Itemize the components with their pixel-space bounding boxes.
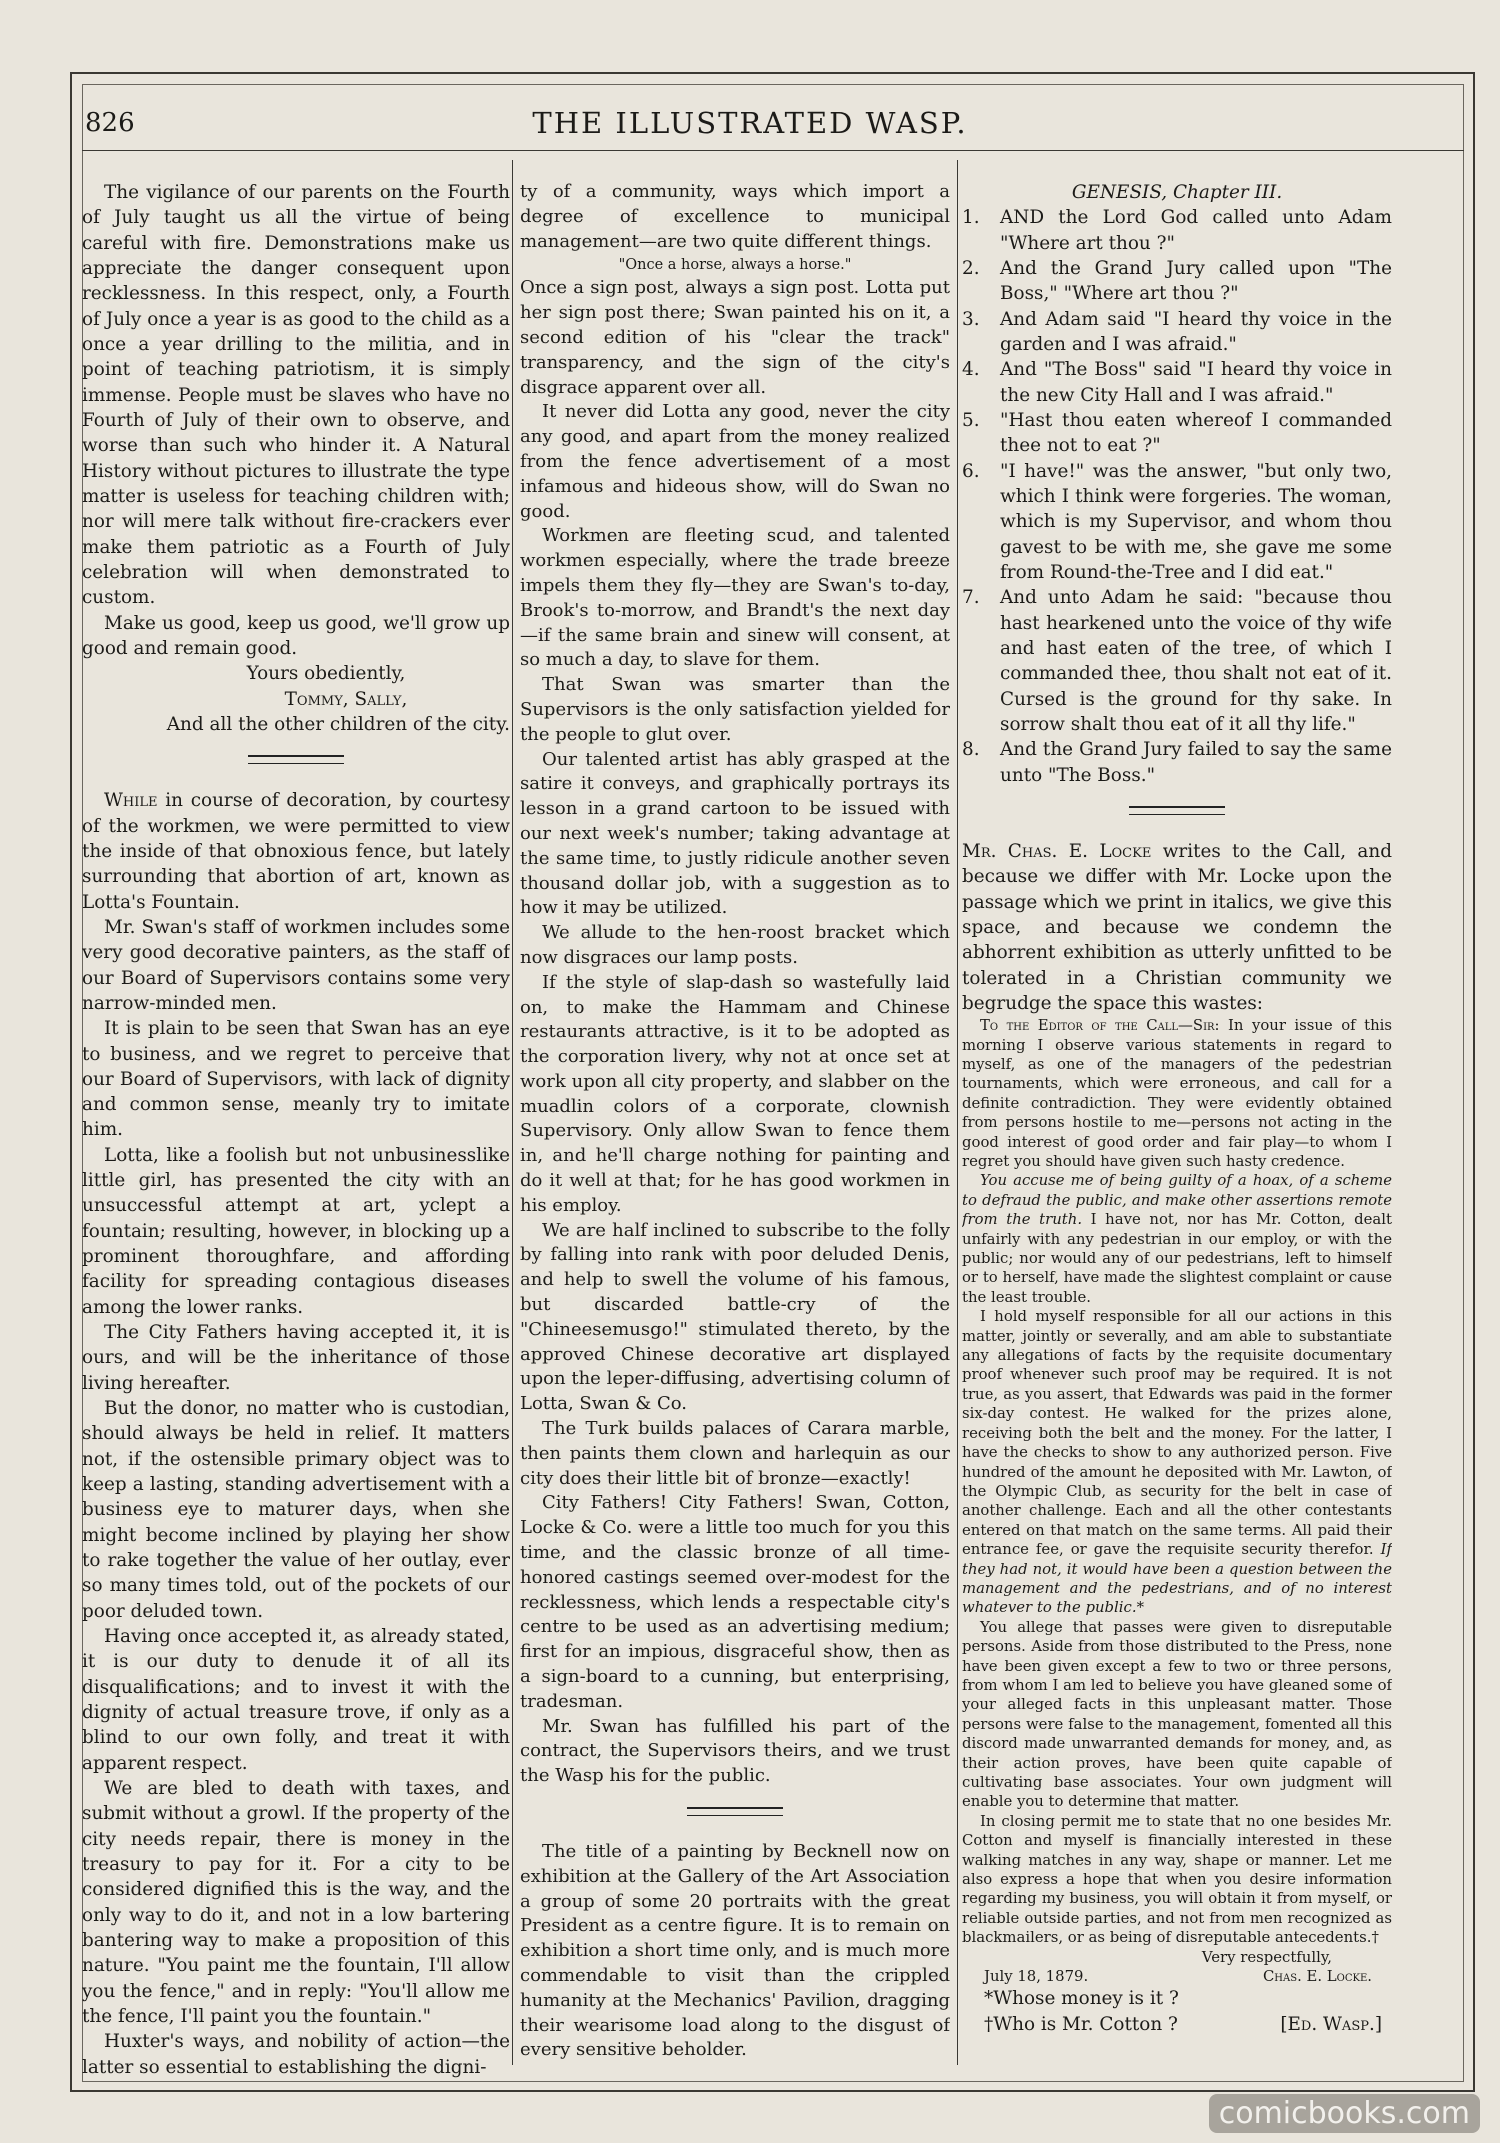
letter-paragraph: Make us good, keep us good, we'll grow up good and remain good. [82, 612, 510, 659]
verse: 1. AND the Lord God called unto Adam "Where art thou ?" [962, 207, 1392, 254]
italic-passage: If they had not, it would have been a question between the management and the pedestrians, and of no interest whatever to the public.* [962, 1540, 1392, 1617]
verse: 8. And the Grand Jury failed to say the same unto "The Boss." [962, 739, 1392, 786]
article-paragraph: Mr. Swan has fulfilled his part of the contract, the Supervisors theirs, and we trust the Wasp his for the public. [520, 1715, 950, 1787]
article-paragraph: It is plain to be seen that Swan has an eye to business, and we regret to perceive that our Board of Supervisors, with lack of dignity and common sense, meanly try to imitate him. [82, 1018, 510, 1141]
drop-word: While [104, 790, 158, 812]
letter-dateline [962, 1967, 1392, 1986]
article-paragraph: Mr. Swan's staff of workmen includes some very good decorative painters, as the staff of our Board of Supervisors contains some very narrow-minded men. [82, 916, 510, 1014]
letter-salutation: To the Editor of the Call—Sir: [980, 1016, 1220, 1035]
header-rule [82, 150, 1464, 151]
verse: 7. And unto Adam he said: "because thou hast hearkened unto the voice of thy wife and hast eaten of the tree, of which I commanded thee, thou shalt not eat of it. Cursed is the ground for thy sake. In sorrow shalt thou eat of it all thy life." [962, 587, 1392, 735]
letter-paragraph: I hold myself responsible for all our actions in this matter, jointly or severally, and am able to substantiate any allegations of facts by the requisite documentary proof whenever such proof may be required. It is not true, as you assert, that Edwards was paid in the former six-day contest. He walked for the prizes alone, receiving both the belt and the money. For the latter, I have the checks to show to any authorized person. Five hundred of the amount he deposited with Mr. Lawton, of the Olympic Club, as security for the belt in case of another challenge. Each and all the other contestants entered on that match on the same terms. All paid their entrance fee, or gave the requisite security therefor. If they had not, it would have been a question between the management and the pedestrians, and of no interest whatever to the public.* [962, 1307, 1392, 1617]
letter-paragraph: In closing permit me to state that no one besides Mr. Cotton and myself is financially interested in these walking matches in any way, shape or manner. Let me also express a hope that when you desire information regarding my business, you will obtain it from myself, or reliable outside parties, and not from men recognized as blackmailers, or as being of disreputable antecedents.† [962, 1811, 1392, 1947]
column-rule-1 [512, 160, 513, 2065]
letter-valediction: Very respectfully, [1201, 1947, 1332, 1966]
article-paragraph: City Fathers! City Fathers! Swan, Cotton, Locke & Co. were a little too much for you this time, and the classic bronze of all time-honored castings seemed over-modest for the recklessness, which lends a respectable city's centre to be used as an advertising medium; first for an impious, disgraceful show, then as a sign-board to a cunning, but enterprising, tradesman. [520, 1492, 950, 1712]
article-paragraph: Workmen are fleeting scud, and talented workmen especially, where the trade breeze impels them they fly—they are Swan's to-day, Brook's to-morrow, and Brandt's the next day—if the same brain and sinew will consent, at so much a day, to slave for them. [520, 525, 950, 671]
article-paragraph: The City Fathers having accepted it, it is ours, and will be the inheritance of those living hereafter. [82, 1322, 510, 1394]
letter-signature: Chas. E. Locke. [1262, 1967, 1372, 1986]
letter-signature: Tommy, Sally, [284, 688, 408, 710]
column-3 [962, 180, 1392, 2080]
verse: 5. "Hast thou eaten whereof I commanded thee not to eat ?" [962, 409, 1392, 457]
children-letter [82, 180, 510, 737]
article-paragraph: If the style of slap-dash so wastefully laid on, to make the Hammam and Chinese restaurants attractive, is it to be adopted as the corporation livery, why not at once set at work upon all city property, and slabber on the muadlin colors of a corporate, clownish Supervisory. Only allow Swan to fence them in, and he'll charge nothing for painting and do it well at that; for he has good workmen in his employ. [520, 971, 950, 1216]
editor-credit: [Ed. Wasp.] [1280, 2013, 1382, 2035]
letter-date: July 18, 1879. [984, 1967, 1089, 1986]
article-paragraph: It never did Lotta any good, never the city any good, and apart from the money realized from the fence advertisement of a most infamous and hideous show, will do Swan no good. [520, 401, 950, 522]
article-paragraph: Having once accepted it, as already stated, it is our duty to denude it of all its disqualifications; and to invest it with the dignity of actual treasure trove, if only as a blind to our own folly, and treat it with apparent respect. [82, 1626, 510, 1774]
letter-paragraph: The vigilance of our parents on the Fourth of July taught us all the virtue of being careful with fire. Demonstrations make us appreciate the danger consequent upon recklessness. In this respect, only, a Fourth of July once a year is as good to the child as a once a year drilling to the militia, and in point of teaching patriotism, it is simply immense. People must be slaves who have no Fourth of July of their own to observe, and worse than such who hinder it. A Natural History without pictures to illustrate the type matter is useless for teaching children with; nor will mere talk without fire-crackers ever make them patriotic as a Fourth of July celebration will when demonstrated to custom. [82, 182, 510, 609]
article-paragraph: Our talented artist has ably grasped at the satire it conveys, and graphically portrays its lesson in a grand cartoon to be issued with our next week's number; taking advantage at the same time, to justly ridicule another seven thousand dollar job, with a suggestion as to how it may be utilized. [520, 748, 950, 919]
section-ornament [248, 755, 344, 764]
genesis-verses [962, 205, 1392, 788]
article-paragraph: The Turk builds palaces of Carara marble, then paints them clown and harlequin as our city does their little bit of bronze—exactly! [520, 1418, 950, 1489]
letter-paragraph: You allege that passes were given to disreputable persons. Aside from those distributed to the Press, none have been given except a few to two or three persons, from whom I am led to believe you have gleaned some of your alleged facts in this unpleasant matter. Those persons were false to the management, fomented all this discord made unwarranted demands for money, and, as their action proves, have been quite capable of cultivating base associates. Your own judgment will enable you to determine that matter. [962, 1617, 1392, 1811]
genesis-title: GENESIS, Chapter III. [1071, 182, 1283, 203]
footnote-2: †Who is Mr. Cotton ? [984, 2013, 1178, 2035]
article-paragraph: Huxter's ways, and nobility of action—the latter so essential to establishing the digni- [82, 2031, 510, 2078]
column-1 [82, 180, 510, 2080]
section-ornament [687, 1807, 783, 1816]
footnote-2-row [962, 2012, 1392, 2037]
article-paragraph: While in course of decoration, by courtesy of the workmen, we were permitted to view the inside of that obnoxious fence, but lately surrounding that abortion of art, known as Lotta's Fountain. [82, 790, 510, 913]
letter-paragraph: To the Editor of the Call—Sir: In your issue of this morning I observe various statements in regard to myself, as one of the managers of the pedestrian tournaments, which were erroneous, and call for a definite contradiction. They were evidently obtained from persons hostile to me—persons not acting in the good interest of good order and fair play—to whom I regret you should have given such hasty credence. [962, 1016, 1392, 1171]
verse: 6. "I have!" was the answer, "but only two, which I think were forgeries. The woman, which is my Supervisor, and whom thou gavest to be with me, she gave me some from Round-the-Tree and I did eat." [962, 460, 1392, 583]
article-paragraph: Once a sign post, always a sign post. Lotta put her sign post there; Swan painted his on it, a second edition of his "clear the track" transparency, and the sign of the city's disgrace apparent over all. [520, 277, 950, 398]
locke-intro: Mr. Chas. E. Locke writes to the Call, and because we differ with Mr. Locke upon the passage which we print in italics, we give this space, and because we condemn the abhorrent exhibition as utterly unfitted to be tolerated in a Christian community we begrudge the space this wastes: [962, 840, 1392, 1014]
verse: 3. And Adam said "I heard thy voice in the garden and I was afraid." [962, 308, 1392, 355]
italic-passage: You accuse me of being guilty of a hoax, of a scheme to defraud the public, and make other assertions remote from the truth. [962, 1171, 1392, 1229]
masthead-title: THE ILLUSTRATED WASP. [532, 106, 968, 140]
verse: 4. And "The Boss" said "I heard thy voice in the new City Hall and I was afraid." [962, 359, 1392, 406]
article-paragraph: We allude to the hen-roost bracket which now disgraces our lamp posts. [520, 922, 950, 968]
letter-children: And all the other children of the city. [166, 713, 510, 735]
article-paragraph: That Swan was smarter than the Supervisors is the only satisfaction yielded for the people to glut over. [520, 674, 950, 745]
letter-paragraph: You accuse me of being guilty of a hoax, of a scheme to defraud the public, and make other assertions remote from the truth. I have not, nor has Mr. Cotton, dealt unfairly with any pedestrian in our employ, or with the public; nor would any of our pedestrians, left to himself or to herself, have made the slightest complaint or cause the least trouble. [962, 1171, 1392, 1306]
motto: "Once a horse, always a horse." [618, 257, 852, 274]
section-ornament [1129, 806, 1225, 815]
article-paragraph: Lotta, like a foolish but not unbusinesslike little girl, has presented the city with an unsuccessful attempt at art, yclept a fountain; resulting, however, in blocking up a prominent thoroughfare, and affording facility for spreading contagious diseases among the lower ranks. [82, 1144, 510, 1318]
continued-paragraph: ty of a community, ways which import a degree of excellence to municipal management—are two quite different things. [520, 181, 950, 252]
article-paragraph: We are half inclined to subscribe to the folly by falling into rank with poor deluded Denis, and help to swell the volume of his famous, but discarded battle-cry of the "Chineesemusgo!" stimulated thereto, by the approved Chinese decorative art displayed upon the leper-diffusing, advertising column of Lotta, Swan & Co. [520, 1219, 950, 1415]
column-rule-2 [957, 160, 958, 2065]
fence-article [82, 788, 510, 2080]
locke-letter [962, 1016, 1392, 1986]
painting-paragraph: The title of a painting by Becknell now on exhibition at the Gallery of the Art Association a group of some 20 portraits with the great President as a centre figure. It is to remain on exhibition a short time only, and is much more commendable to visit than the crippled humanity at the Mechanics' Pavilion, dragging their wearisome load along to the disgust of every sensitive beholder. [520, 1841, 950, 2061]
column-2 [520, 180, 950, 2080]
letter-closing: Yours obediently, [246, 663, 406, 685]
watermark-logo: comicbooks.com [1209, 2094, 1480, 2133]
footnote-1: *Whose money is it ? [984, 1988, 1179, 2010]
article-paragraph: But the donor, no matter who is custodian, should always be held in relief. It matters not, if the ostensible primary object was to keep a lasting, standing advertisement with a business eye to maturer days, when she might become inclined by playing her show to rake together the value of her outlay, ever so many times told, out of the pockets of our poor deluded town. [82, 1398, 510, 1622]
verse: 2. And the Grand Jury called upon "The Boss," "Where art thou ?" [962, 257, 1392, 305]
page-number: 826 [85, 108, 135, 138]
article-paragraph: We are bled to death with taxes, and submit without a growl. If the property of the city needs repair, there is money in the treasury to pay for it. For a city to be considered dignified this is the way, and the only way to do it, and not in a low bartering bantering way to make a proposition of this nature. "You paint me the fountain, I'll allow you the fence," and in reply: "You'll allow me the fence, I'll paint you the fountain." [82, 1778, 510, 2027]
